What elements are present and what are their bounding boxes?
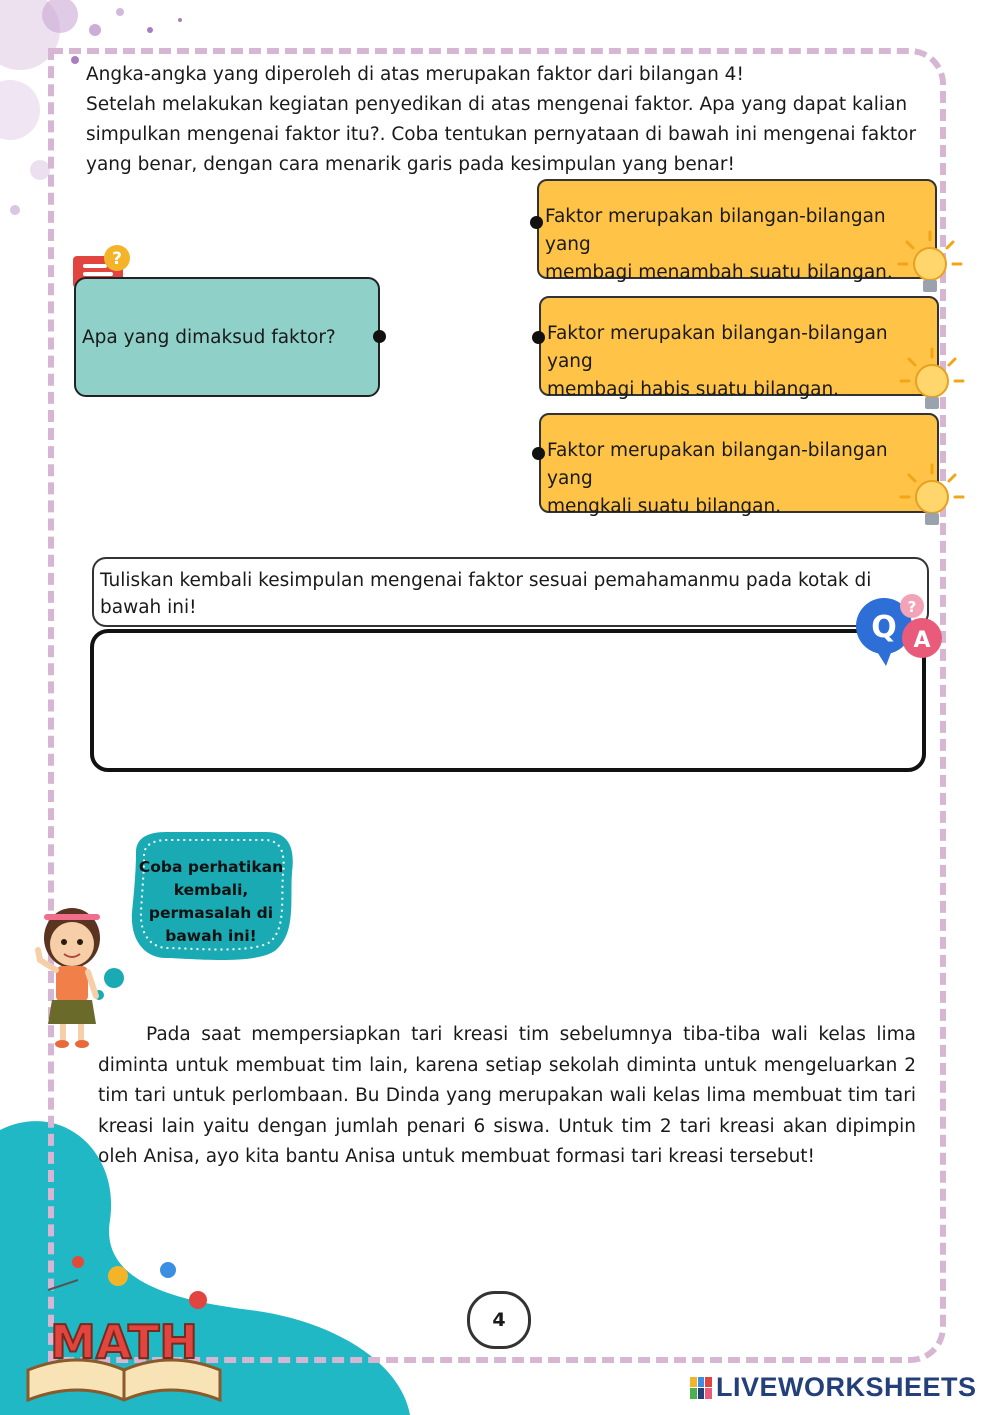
- math-book-illustration: [18, 1240, 230, 1412]
- instruction-text: Tuliskan kembali kesimpulan mengenai faktor sesuai pemahamanmu pada kotak di bawah ini!: [100, 570, 872, 618]
- instruction-box: [92, 557, 929, 627]
- liveworksheets-brand: [690, 1372, 977, 1403]
- intro-line-2: Setelah melakukan kegiatan penyedikan di atas mengenai faktor. Apa yang dapat kalian simpulkan mengenai faktor itu?. Coba tentukan pernyataan di bawah ini mengenai faktor yang benar, dengan cara menarik garis pada kesimpulan yang benar!: [86, 94, 917, 175]
- brand-text: LIVEWORKSHEETS: [716, 1372, 977, 1402]
- option-2-line-2: membagi habis suatu bilangan.: [547, 379, 840, 400]
- option-1-connector-dot[interactable]: [530, 216, 543, 229]
- page-number: [467, 1291, 531, 1349]
- lightbulb-icon: [897, 345, 967, 415]
- lightbulb-icon: [895, 228, 965, 298]
- option-box-3: [539, 413, 939, 517]
- answer-input[interactable]: [94, 633, 922, 768]
- option-3-connector-dot[interactable]: [532, 447, 545, 460]
- qa-q-letter: Q: [871, 610, 897, 645]
- liveworksheets-logo-icon: [690, 1377, 712, 1399]
- page-number-text: 4: [492, 1309, 506, 1331]
- answer-box[interactable]: [90, 629, 926, 772]
- svg-text:?: ?: [112, 249, 122, 269]
- intro-line-1: Angka-angka yang diperoleh di atas merupakan faktor dari bilangan 4!: [86, 64, 744, 85]
- lightbulb-icon: [897, 461, 967, 531]
- option-3-line-2: mengkali suatu bilangan.: [547, 496, 782, 517]
- story-text: Pada saat mempersiapkan tari kreasi tim sebelumnya tiba-tiba wali kelas lima diminta untuk membuat tim lain, karena setiap sekolah diminta untuk mengeluarkan 2 tim tari untuk perlombaan. Bu Dinda yang merupakan wali kelas lima membuat tim tari kreasi lain yaitu dengan jumlah penari 6 siswa. Untuk tim 2 tari kreasi akan dipimpin oleh Anisa, ayo kita bantu Anisa untuk membuat formasi tari kreasi tersebut!: [98, 1024, 916, 1167]
- option-3-line-1: Faktor merupakan bilangan-bilangan yang: [547, 440, 888, 489]
- option-box-2: [539, 296, 939, 400]
- qa-a-letter: A: [913, 628, 931, 653]
- question-box: [74, 277, 380, 397]
- qa-question-mark: ?: [907, 598, 917, 616]
- intro-text: [86, 60, 934, 180]
- option-2-connector-dot[interactable]: [532, 331, 545, 344]
- option-1-line-2: membagi menambah suatu bilangan.: [545, 262, 893, 283]
- question-text: Apa yang dimaksud faktor?: [82, 326, 336, 348]
- option-2-line-1: Faktor merupakan bilangan-bilangan yang: [547, 323, 888, 372]
- story-paragraph: [98, 1020, 916, 1173]
- question-connector-dot[interactable]: [373, 330, 386, 343]
- qa-badge-icon: [850, 592, 946, 670]
- option-box-1: [537, 179, 937, 283]
- speech-bubble-text: Coba perhatikan kembali, permasalah di bawah ini!: [138, 858, 284, 945]
- math-logo-text: MATH: [50, 1315, 198, 1369]
- option-1-line-1: Faktor merupakan bilangan-bilangan yang: [545, 206, 886, 255]
